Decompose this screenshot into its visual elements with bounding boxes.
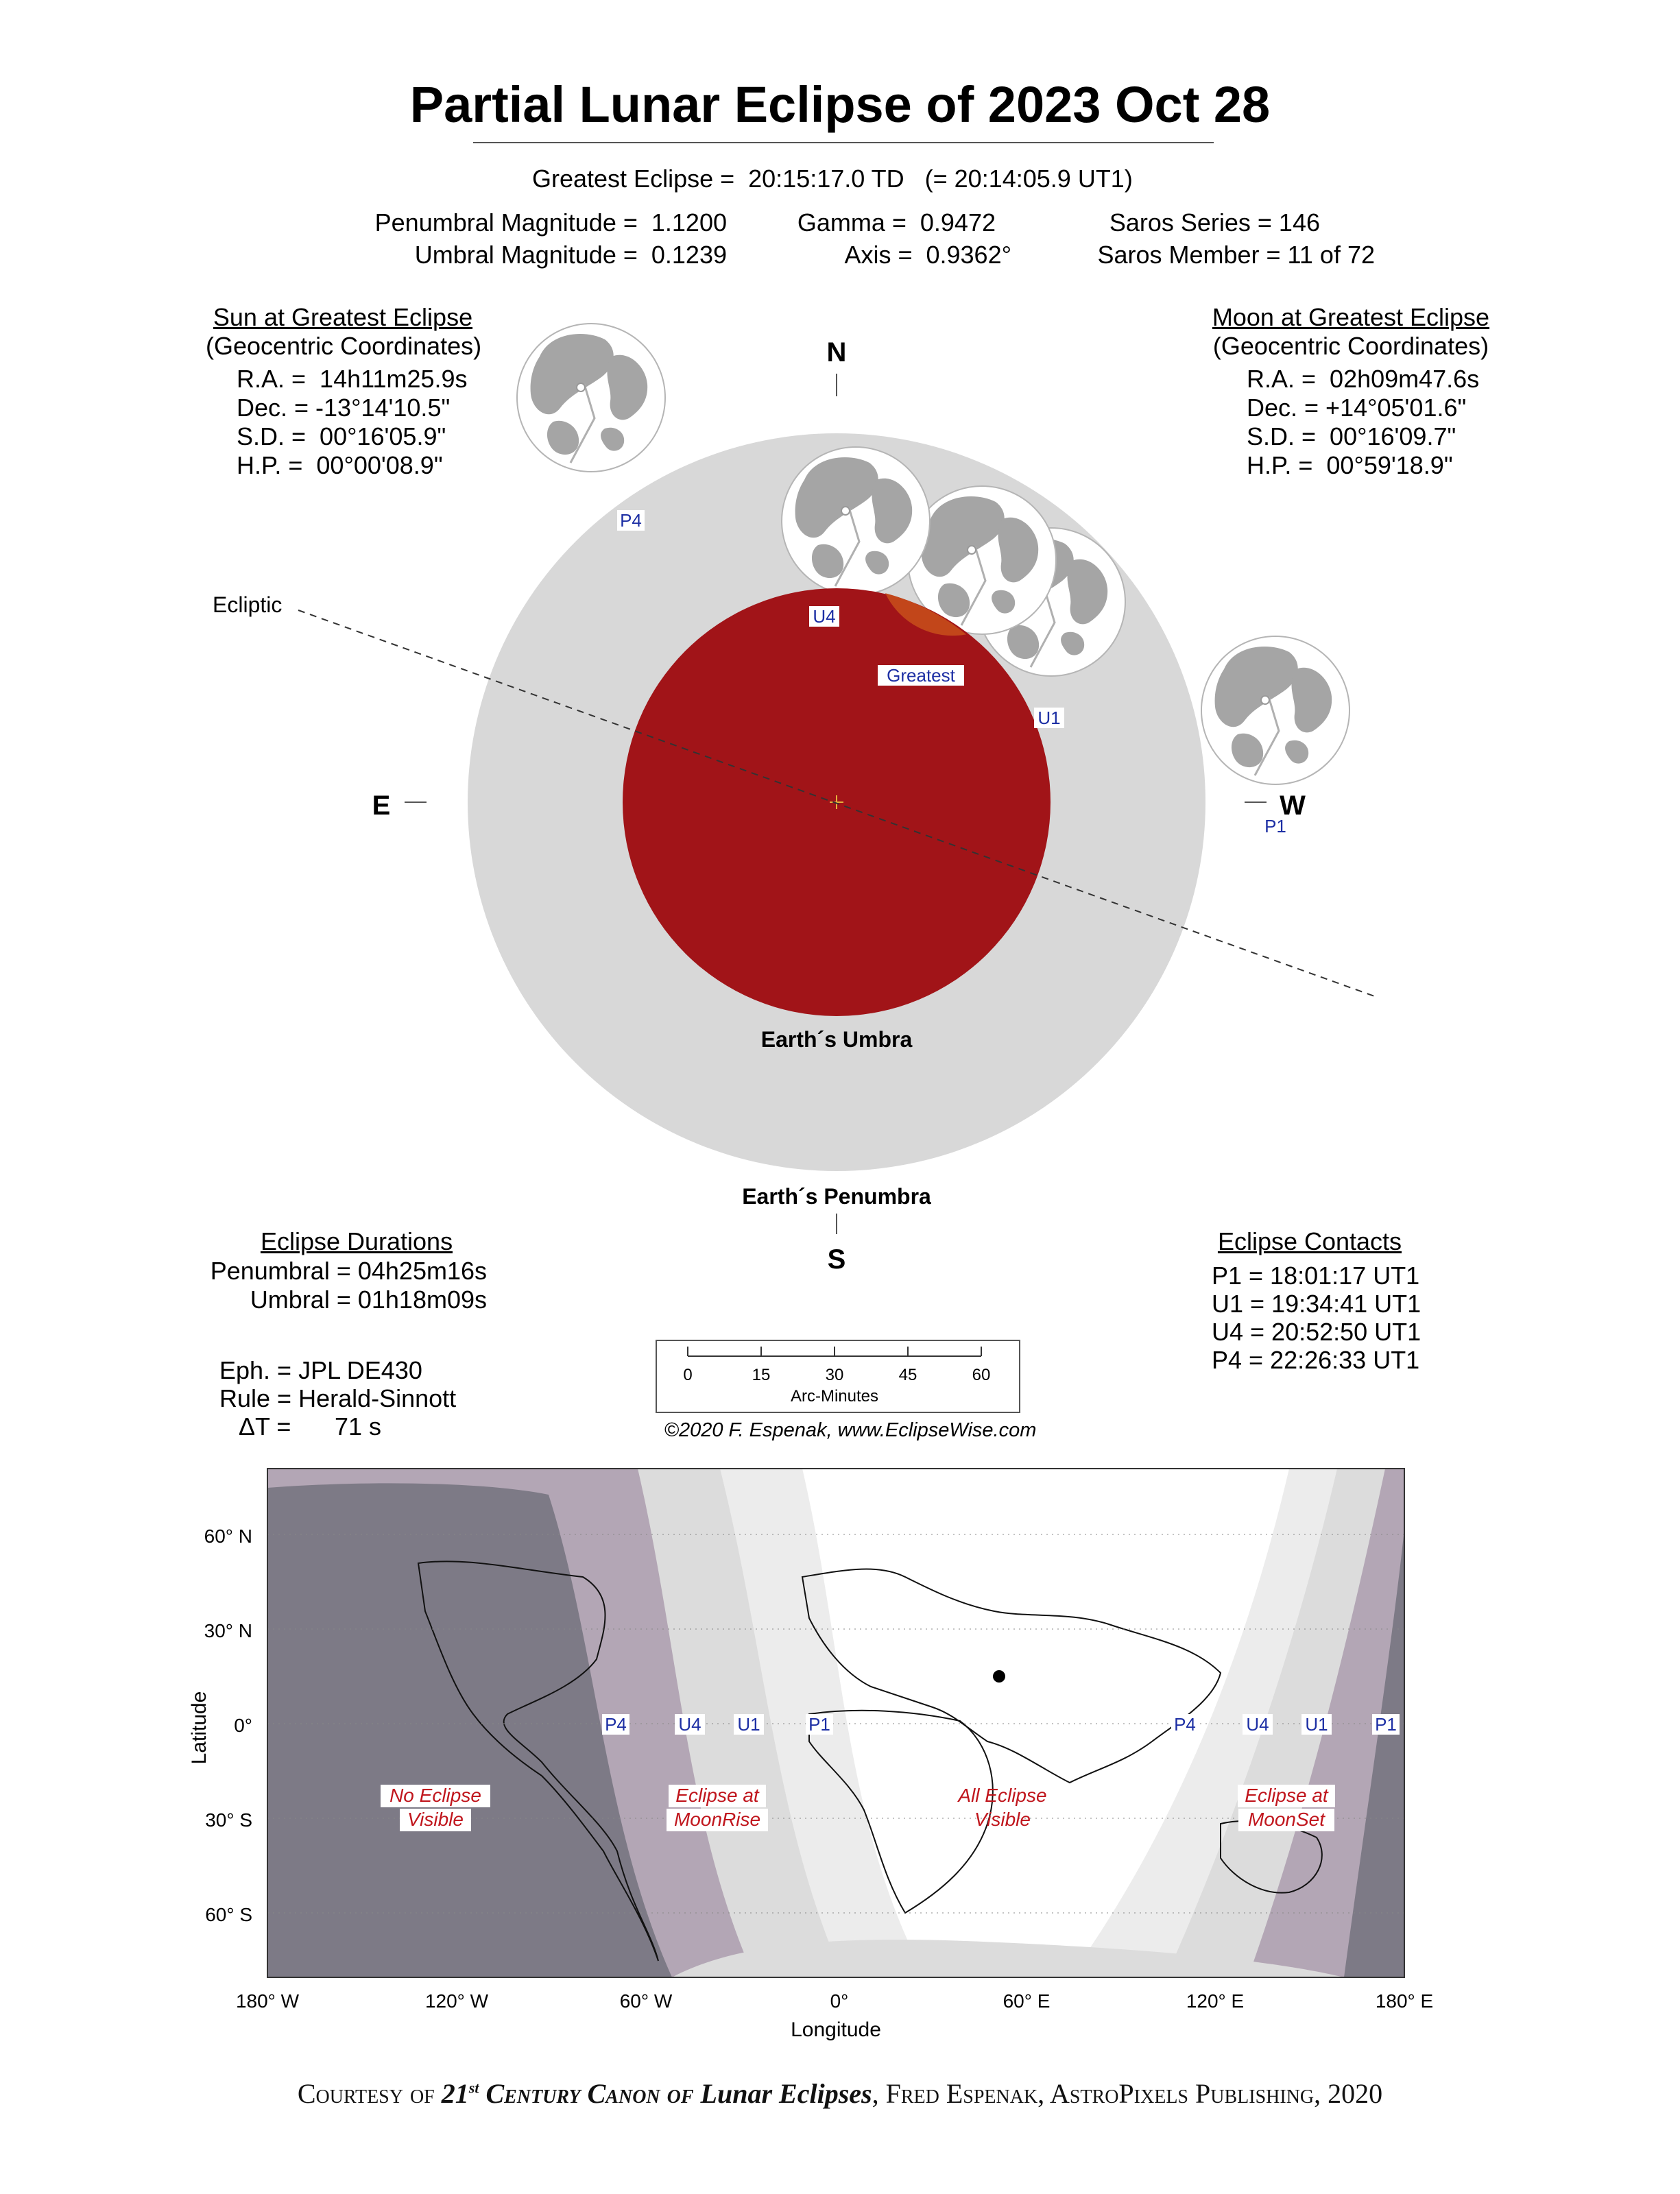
delta-t-label: ΔT = [239, 1412, 291, 1440]
moon-position-p1 [1201, 636, 1349, 784]
moon-heading: Moon at Greatest Eclipse [1212, 303, 1490, 331]
region-all-visible-line1: All Eclipse [958, 1785, 1047, 1806]
region-no-eclipse-line1: No Eclipse [389, 1785, 481, 1806]
sun-dec: Dec. = -13°14'10.5" [237, 394, 451, 422]
lon-tick-0: 0° [830, 1990, 849, 2012]
credit-book-number: 21 [441, 2078, 469, 2109]
moon-sd: S.D. = 00°16'09.7" [1247, 422, 1456, 450]
region-moonset-line2: MoonSet [1247, 1809, 1325, 1830]
penumbra-label: Earth´s Penumbra [742, 1184, 931, 1209]
moon-dec: Dec. = +14°05'01.6" [1247, 394, 1467, 422]
umbra-label: Earth´s Umbra [760, 1027, 913, 1052]
contact-label-u1: U1 [1037, 708, 1061, 728]
moon-position-p4 [517, 324, 665, 472]
scale-tick-60: 60 [972, 1366, 991, 1384]
credit-book-subtitle: Lunar Eclipses [700, 2078, 872, 2109]
credit-courtesy: Courtesy of [297, 2078, 435, 2109]
north-label: N [826, 337, 847, 367]
delta-t-value: 71 s [335, 1412, 382, 1440]
greatest-eclipse-line: Greatest Eclipse = 20:15:17.0 TD (= 20:14:05.9 UT1) [532, 165, 1133, 193]
umbral-magnitude: Umbral Magnitude = 0.1239 [414, 241, 727, 269]
map-contact-p4-right: P4 [1174, 1714, 1196, 1735]
copyright: ©2020 F. Espenak, www.EclipseWise.com [664, 1419, 1037, 1441]
sun-heading: Sun at Greatest Eclipse [213, 303, 473, 331]
lat-tick-60n: 60° N [204, 1526, 252, 1547]
contact-label-p1: P1 [1264, 816, 1286, 836]
sub-lunar-point [993, 1670, 1005, 1683]
scale-unit: Arc-Minutes [790, 1387, 879, 1406]
contact-p4: P4 = 22:26:33 UT1 [1212, 1346, 1420, 1374]
saros-member: Saros Member = 11 of 72 [1097, 241, 1375, 269]
sun-subheading: (Geocentric Coordinates) [206, 332, 482, 360]
lon-tick-180w: 180° W [235, 1990, 300, 2012]
credit-book-sup: st [468, 2079, 479, 2097]
east-label: E [372, 791, 391, 821]
west-label: W [1280, 791, 1306, 821]
penumbral-magnitude: Penumbral Magnitude = 1.1200 [374, 208, 727, 237]
contacts-heading: Eclipse Contacts [1217, 1227, 1402, 1255]
map-contact-p1-left: P1 [808, 1714, 830, 1735]
scale-tick-45: 45 [898, 1366, 917, 1384]
lon-tick-60e: 60° E [1003, 1990, 1051, 2012]
contact-u1: U1 = 19:34:41 UT1 [1212, 1290, 1421, 1318]
contact-label-u4: U4 [813, 606, 836, 627]
ephemeris: Eph. = JPL DE430 [219, 1356, 422, 1384]
map-contact-p1-right: P1 [1375, 1714, 1397, 1735]
lon-tick-60w: 60° W [619, 1990, 673, 2012]
axis-value: Axis = 0.9362° [844, 241, 1011, 269]
map-contact-u4-right: U4 [1246, 1714, 1269, 1735]
ecliptic-label: Ecliptic [213, 592, 283, 617]
map-ylabel: Latitude [188, 1691, 211, 1765]
region-moonrise-line2: MoonRise [673, 1809, 761, 1830]
scale-tick-15: 15 [752, 1366, 771, 1384]
scale-tick-30: 30 [825, 1366, 844, 1384]
durations-heading: Eclipse Durations [260, 1227, 453, 1255]
region-no-eclipse-line2: Visible [407, 1809, 464, 1830]
credit-rest: , Fred Espenak, AstroPixels Publishing, 2020 [872, 2078, 1383, 2109]
lat-tick-60s: 60° S [205, 1904, 252, 1925]
credit-line [0, 2077, 1680, 2110]
credit-book-title: Century Canon of [485, 2078, 694, 2109]
region-moonset-line1: Eclipse at [1245, 1785, 1328, 1806]
map-contact-u1-right: U1 [1305, 1714, 1328, 1735]
south-label: S [827, 1244, 846, 1275]
rule: Rule = Herald-Sinnott [219, 1384, 457, 1412]
page-title: Partial Lunar Eclipse of 2023 Oct 28 [409, 76, 1271, 133]
region-all-visible-line2: Visible [974, 1809, 1031, 1830]
map-xlabel: Longitude [791, 2018, 881, 2041]
lat-tick-30n: 30° N [204, 1620, 252, 1641]
contact-p1: P1 = 18:01:17 UT1 [1212, 1262, 1420, 1290]
gamma-value: Gamma = 0.9472 [797, 208, 996, 237]
moon-ra: R.A. = 02h09m47.6s [1247, 365, 1480, 393]
moon-hp: H.P. = 00°59'18.9" [1247, 451, 1453, 479]
sun-hp: H.P. = 00°00'08.9" [237, 451, 443, 479]
sun-sd: S.D. = 00°16'05.9" [237, 422, 446, 450]
contact-label-greatest: Greatest [887, 665, 955, 686]
map-contact-u1-left: U1 [737, 1714, 760, 1735]
sun-ra: R.A. = 14h11m25.9s [237, 365, 468, 393]
moon-position-u4 [782, 447, 930, 595]
umbral-duration: Umbral = 01h18m09s [250, 1286, 487, 1314]
map-contact-u4-left: U4 [678, 1714, 701, 1735]
moon-subheading: (Geocentric Coordinates) [1212, 332, 1489, 360]
lon-tick-180e: 180° E [1375, 1990, 1434, 2012]
scale-tick-0: 0 [683, 1366, 693, 1384]
contact-u4: U4 = 20:52:50 UT1 [1212, 1318, 1421, 1346]
lon-tick-120e: 120° E [1186, 1990, 1245, 2012]
lat-tick-0: 0° [234, 1715, 252, 1736]
map-contact-p4-left: P4 [605, 1714, 627, 1735]
penumbral-duration: Penumbral = 04h25m16s [210, 1257, 487, 1285]
contact-label-p4: P4 [620, 510, 642, 531]
visibility-map [0, 1440, 1680, 2057]
region-moonrise-line1: Eclipse at [675, 1785, 759, 1806]
saros-series: Saros Series = 146 [1109, 208, 1320, 237]
lon-tick-120w: 120° W [424, 1990, 489, 2012]
lat-tick-30s: 30° S [205, 1809, 252, 1831]
